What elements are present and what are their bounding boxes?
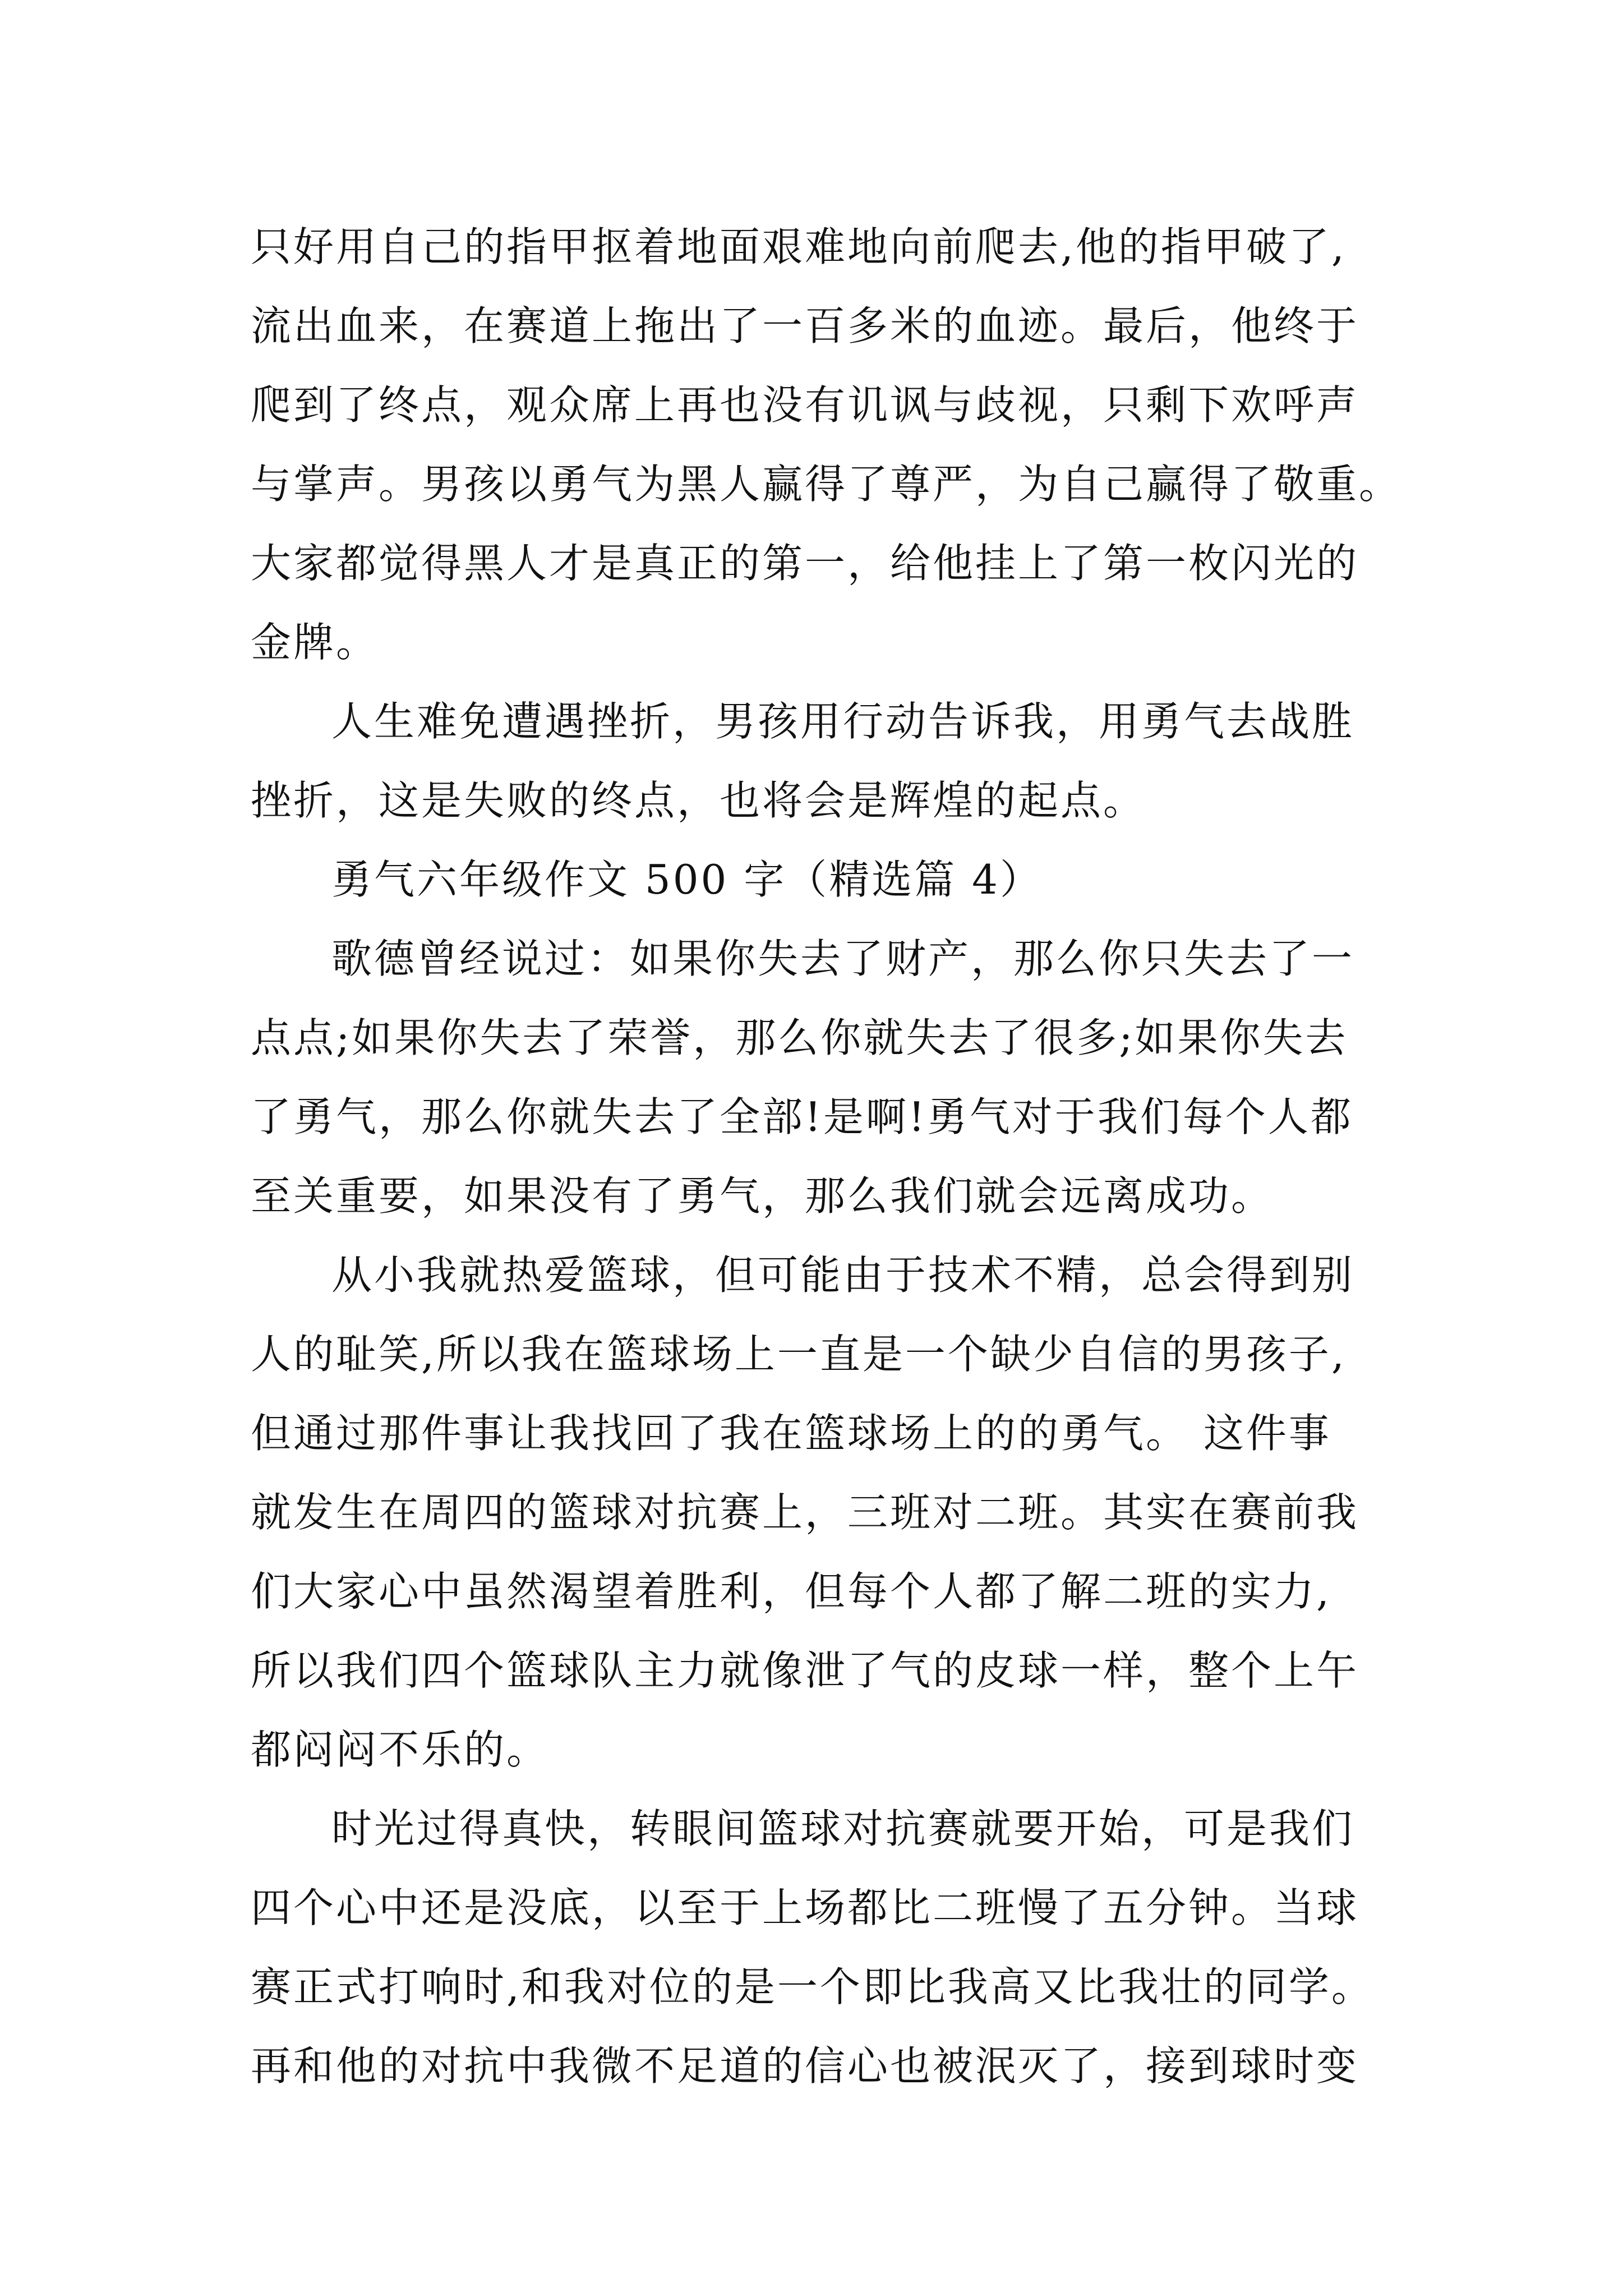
text-line: 再和他的对抗中我微不足道的信心也被泯灭了，接到球时变 bbox=[251, 2042, 1359, 2090]
paragraph-first-line: 歌德曾经说过：如果你失去了财产，那么你只失去了一 bbox=[331, 935, 1355, 982]
text-line: 就发生在周四的篮球对抗赛上，三班对二班。其实在赛前我 bbox=[251, 1489, 1359, 1536]
text-line: 所以我们四个篮球队主力就像泄了气的皮球一样，整个上午 bbox=[251, 1647, 1359, 1694]
text-line: 人的耻笑,所以我在篮球场上一直是一个缺少自信的男孩子, bbox=[251, 1331, 1347, 1378]
text-line: 都闷闷不乐的。 bbox=[251, 1726, 550, 1773]
section-heading: 勇气六年级作文 500 字（精选篇 4） bbox=[331, 856, 1043, 903]
text-line: 流出血来，在赛道上拖出了一百多米的血迹。最后，他终于 bbox=[251, 302, 1359, 349]
paragraph-first-line: 人生难免遭遇挫折，男孩用行动告诉我，用勇气去战胜 bbox=[331, 698, 1355, 745]
text-line: 爬到了终点，观众席上再也没有讥讽与歧视，只剩下欢呼声 bbox=[251, 381, 1359, 429]
text-line: 四个心中还是没底，以至于上场都比二班慢了五分钟。当球 bbox=[251, 1884, 1359, 1931]
paragraph-first-line: 从小我就热爱篮球，但可能由于技术不精，总会得到别 bbox=[331, 1251, 1355, 1299]
text-line: 们大家心中虽然渴望着胜利，但每个人都了解二班的实力, bbox=[251, 1568, 1331, 1615]
text-line: 与掌声。男孩以勇气为黑人赢得了尊严，为自己赢得了敬重。 bbox=[251, 461, 1402, 508]
text-line: 了勇气，那么你就失去了全部!是啊!勇气对于我们每个人都 bbox=[251, 1093, 1353, 1140]
text-line: 大家都觉得黑人才是真正的第一，给他挂上了第一枚闪光的 bbox=[251, 540, 1359, 587]
paragraph-first-line: 时光过得真快，转眼间篮球对抗赛就要开始，可是我们 bbox=[331, 1805, 1355, 1852]
text-line: 至关重要，如果没有了勇气，那么我们就会远离成功。 bbox=[251, 1172, 1274, 1220]
text-line: 挫折，这是失败的终点，也将会是辉煌的起点。 bbox=[251, 777, 1146, 824]
text-line: 赛正式打响时,和我对位的是一个即比我高又比我壮的同学。 bbox=[251, 1963, 1374, 2010]
text-line: 只好用自己的指甲抠着地面艰难地向前爬去,他的指甲破了, bbox=[251, 223, 1347, 270]
text-line: 金牌。 bbox=[251, 619, 379, 666]
text-line: 但通过那件事让我找回了我在篮球场上的的勇气。 这件事 bbox=[251, 1410, 1331, 1457]
text-line: 点点;如果你失去了荣誉，那么你就失去了很多;如果你失去 bbox=[251, 1014, 1348, 1061]
